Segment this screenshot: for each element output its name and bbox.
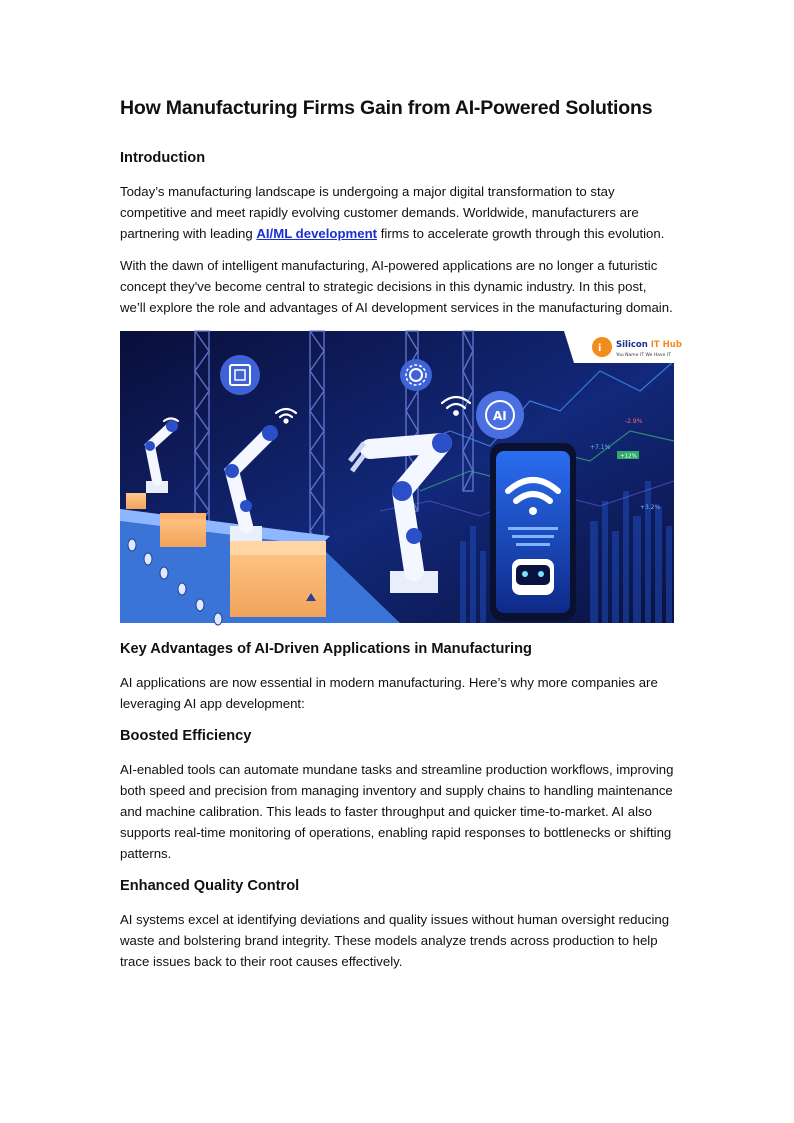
svg-text:i: i — [598, 342, 602, 354]
logo-tagline: You Name IT We Have IT — [616, 352, 671, 358]
ai-brain-icon — [476, 391, 524, 439]
document-page — [120, 94, 682, 985]
aiml-development-link[interactable]: AI/ML development — [256, 225, 378, 241]
silicon-it-hub-logo — [564, 331, 682, 363]
smartphone — [490, 443, 576, 621]
gear-icon — [400, 359, 432, 391]
chip-icon — [220, 355, 260, 395]
intro-paragraph-2: With the dawn of intelligent manufacturing, AI-powered applications are no longer a futuristic concept they've become central to strategic decisions in this dynamic industry. In this post, we’ll explore the role and advantages of AI development services in the manufacturing domain. — [120, 258, 673, 315]
ticker-2: +7.1% — [590, 443, 611, 451]
advantages-heading: Key Advantages of AI-Driven Applications in Manufacturing — [120, 640, 532, 657]
efficiency-body: AI-enabled tools can automate mundane tasks and streamline production workflows, improving both speed and precision from managing inventory and supply chains to handling maintenance and machine calibration. This leads to faster throughput and quicker time-to-market. AI also supports real-time monitoring of operations, enabling rapid responses to bottlenecks or shifting patterns. — [120, 762, 674, 861]
hero-illustration — [120, 331, 682, 623]
ticker-3: -2.9% — [625, 417, 643, 425]
intro-heading: Introduction — [120, 150, 206, 166]
efficiency-heading: Boosted Efficiency — [120, 728, 252, 745]
logo-name-b: IT Hub — [650, 339, 682, 350]
intro-paragraph-1 — [120, 182, 674, 244]
manufacturing-robots-image — [120, 331, 682, 623]
svg-text:Silicon IT Hub — [616, 340, 682, 350]
intro-p1-text-a: Today’s manufacturing landscape is undergoing a major digital transformation to stay competitive and meet rapidly evolving customer demands. Worldwide, manufacturers are partnering with leading — [120, 184, 639, 241]
logo-name-a: Silicon — [616, 339, 651, 350]
ticker-1: +3.2% — [380, 443, 401, 451]
ticker-5: +12% — [620, 453, 637, 460]
intro-p1-text-b: firms to accelerate growth through this evolution. — [377, 225, 665, 241]
ai-label: AI — [493, 408, 507, 423]
ticker-4: +3.2% — [640, 503, 661, 511]
quality-body: AI systems excel at identifying deviations and quality issues without human oversight reducing waste and bolstering brand integrity. These models analyze trends across production to help trace issues back to their root causes effectively. — [120, 912, 670, 969]
advantages-intro: AI applications are now essential in modern manufacturing. Here’s why more companies are leveraging AI app development: — [120, 674, 658, 711]
quality-heading: Enhanced Quality Control — [120, 878, 300, 895]
page-title: How Manufacturing Firms Gain from AI-Powered Solutions — [120, 97, 653, 119]
